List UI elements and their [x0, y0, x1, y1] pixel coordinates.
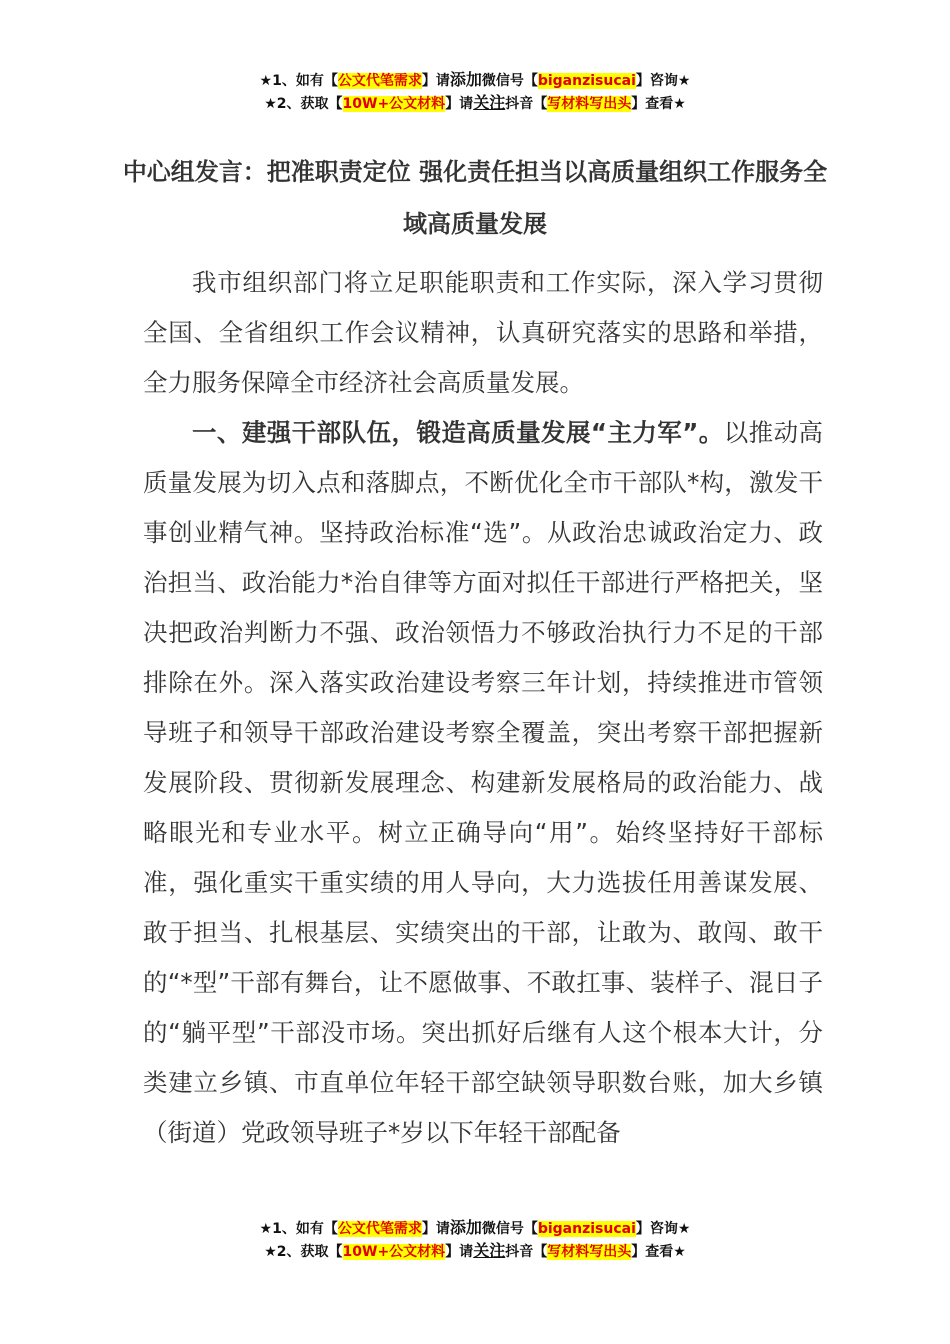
highlight-wechat-id: biganzisucai [537, 1221, 636, 1237]
document-body [143, 258, 823, 1158]
section-heading: 一、建强干部队伍，锻造高质量发展“主力军”。 [192, 418, 724, 447]
paragraph-section-1 [143, 408, 823, 1158]
highlight-service: 公文代笔需求 [337, 1221, 422, 1237]
banner-line-1: ★1、如有【公文代笔需求】请添加微信号【biganzisucai】咨询★ [259, 1218, 691, 1237]
document-title: 中心组发言：把准职责定位 强化责任担当以高质量组织工作服务全域高质量发展 [122, 158, 828, 238]
banner-line-1: ★1、如有【公文代笔需求】请添加微信号【biganzisucai】咨询★ [259, 70, 691, 89]
highlight-materials: 10W+公文材料 [342, 1244, 446, 1260]
highlight-douyin-id: 写材料写出头 [547, 1244, 632, 1260]
highlight-service: 公文代笔需求 [337, 73, 422, 89]
footer-banner [0, 1217, 950, 1263]
banner-line-2: ★2、获取【10W+公文材料】请关注抖音【写材料写出头】查看★ [264, 1241, 686, 1260]
section-body: 以推动高质量发展为切入点和落脚点，不断优化全市干部队*构，激发干事创业精气神。坚持政治标准“选”。从政治忠诚政治定力、政治担当、政治能力*治自律等方面对拟任干部进行严格把关，坚决把政治判断力不强、政治领悟力不够政治执行力不足的干部排除在外。深入落实政治建设考察三年计划，持续推进市管领导班子和领导干部政治建设考察全覆盖，突出考察干部把握新发展阶段、贯彻新发展理念、构建新发展格局的政治能力、战略眼光和专业水平。树立正确导向“用”。始终坚持好干部标准，强化重实干重实绩的用人导向，大力选拔任用善谋发展、敢于担当、扎根基层、实绩突出的干部，让敢为、敢闯、敢干的“*型”干部有舞台，让不愿做事、不敢扛事、装样子、混日子的“躺平型”干部没市场。突出抓好后继有人这个根本大计，分类建立乡镇、市直单位年轻干部空缺领导职数台账，加大乡镇（街道）党政领导班子*岁以下年轻干部配备 [143, 418, 823, 1147]
banner-line-2: ★2、获取【10W+公文材料】请关注抖音【写材料写出头】查看★ [264, 93, 686, 112]
header-banner [0, 69, 950, 115]
highlight-wechat-id: biganzisucai [537, 73, 636, 89]
highlight-materials: 10W+公文材料 [342, 96, 446, 112]
paragraph-intro: 我市组织部门将立足职能职责和工作实际，深入学习贯彻全国、全省组织工作会议精神，认真研究落实的思路和举措，全力服务保障全市经济社会高质量发展。 [143, 268, 823, 397]
highlight-douyin-id: 写材料写出头 [547, 96, 632, 112]
